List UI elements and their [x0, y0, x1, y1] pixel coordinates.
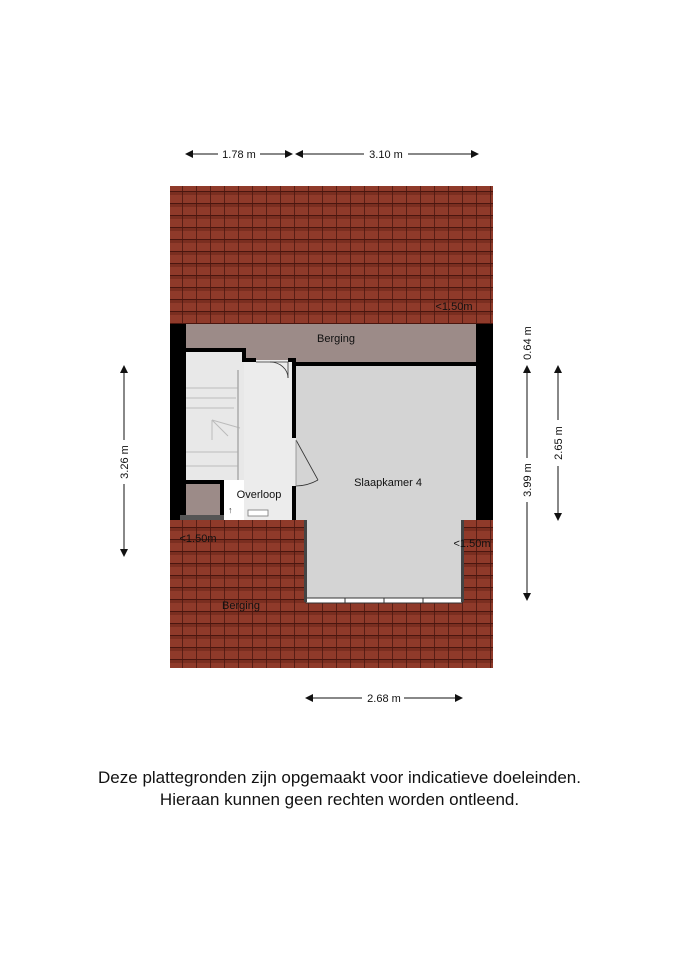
height-note-top-right: <1.50m	[435, 301, 473, 313]
disclaimer	[0, 767, 679, 811]
fixture-mark: ↑	[228, 505, 233, 515]
height-note-bottom-right: <1.50m	[453, 538, 491, 550]
slaapkamer-floor-lower	[306, 520, 462, 600]
dim-bottom: 2.68 m	[367, 693, 401, 705]
cupboard	[186, 484, 222, 520]
height-note-bottom-left: <1.50m	[179, 533, 217, 545]
slaapkamer-floor	[296, 366, 476, 520]
dormer-window	[306, 598, 462, 603]
label-overloop: Overloop	[236, 489, 282, 501]
staircase	[186, 352, 244, 480]
dim-top-left: 1.78 m	[222, 149, 256, 161]
fixture	[248, 510, 268, 516]
disclaimer-line-1: Deze plattegronden zijn opgemaakt voor indicatieve doeleinden.	[98, 768, 581, 787]
dim-right-b: 3.99 m	[522, 463, 534, 497]
dim-right-c: 2.65 m	[553, 426, 565, 460]
dim-left: 3.26 m	[119, 445, 131, 479]
label-berging-bottom: Berging	[222, 600, 260, 612]
dim-right-a: 0.64 m	[522, 326, 534, 360]
dim-top-right: 3.10 m	[369, 149, 403, 161]
disclaimer-line-2: Hieraan kunnen geen rechten worden ontleend.	[159, 790, 520, 809]
label-berging-top: Berging	[317, 333, 355, 345]
label-slaapkamer: Slaapkamer 4	[354, 477, 422, 489]
